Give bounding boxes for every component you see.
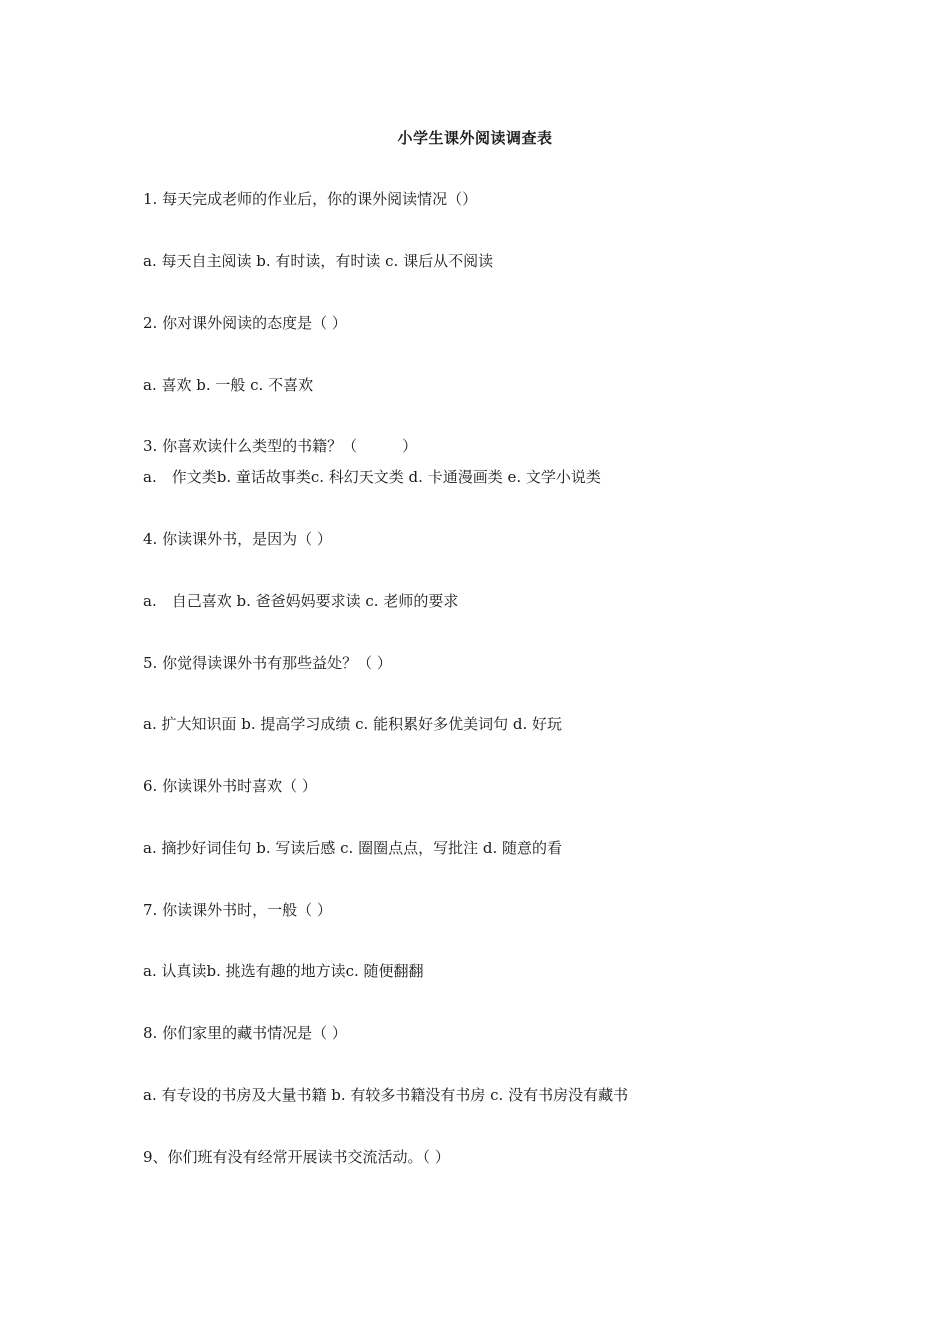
- question-5: 5. 你觉得读课外书有那些益处？（ ）: [143, 654, 392, 672]
- options-3: a. 作文类b. 童话故事类c. 科幻天文类 d. 卡通漫画类 e. 文学小说类: [143, 468, 601, 486]
- question-2: 2. 你对课外阅读的态度是（ ）: [143, 314, 347, 332]
- question-1: 1. 每天完成老师的作业后，你的课外阅读情况（）: [143, 190, 478, 208]
- question-3: 3. 你喜欢读什么类型的书籍？（ ）: [143, 437, 418, 455]
- question-7: 7. 你读课外书时，一般（ ）: [143, 901, 332, 919]
- question-9: 9、你们班有没有经常开展读书交流活动。（ ）: [143, 1148, 450, 1166]
- question-8: 8. 你们家里的藏书情况是（ ）: [143, 1024, 347, 1042]
- question-4: 4. 你读课外书，是因为（ ）: [143, 530, 332, 548]
- options-5: a. 扩大知识面 b. 提高学习成绩 c. 能积累好多优美词句 d. 好玩: [143, 715, 562, 733]
- document-title: 小学生课外阅读调查表: [397, 129, 553, 147]
- options-4: a. 自己喜欢 b. 爸爸妈妈要求读 c. 老师的要求: [143, 592, 459, 610]
- options-6: a. 摘抄好词佳句 b. 写读后感 c. 圈圈点点，写批注 d. 随意的看: [143, 839, 562, 857]
- options-2: a. 喜欢 b. 一般 c. 不喜欢: [143, 376, 314, 394]
- options-7: a. 认真读b. 挑选有趣的地方读c. 随便翻翻: [143, 962, 424, 980]
- options-8: a. 有专设的书房及大量书籍 b. 有较多书籍没有书房 c. 没有书房没有藏书: [143, 1086, 629, 1104]
- options-1: a. 每天自主阅读 b. 有时读，有时读 c. 课后从不阅读: [143, 252, 494, 270]
- question-6: 6. 你读课外书时喜欢（ ）: [143, 777, 317, 795]
